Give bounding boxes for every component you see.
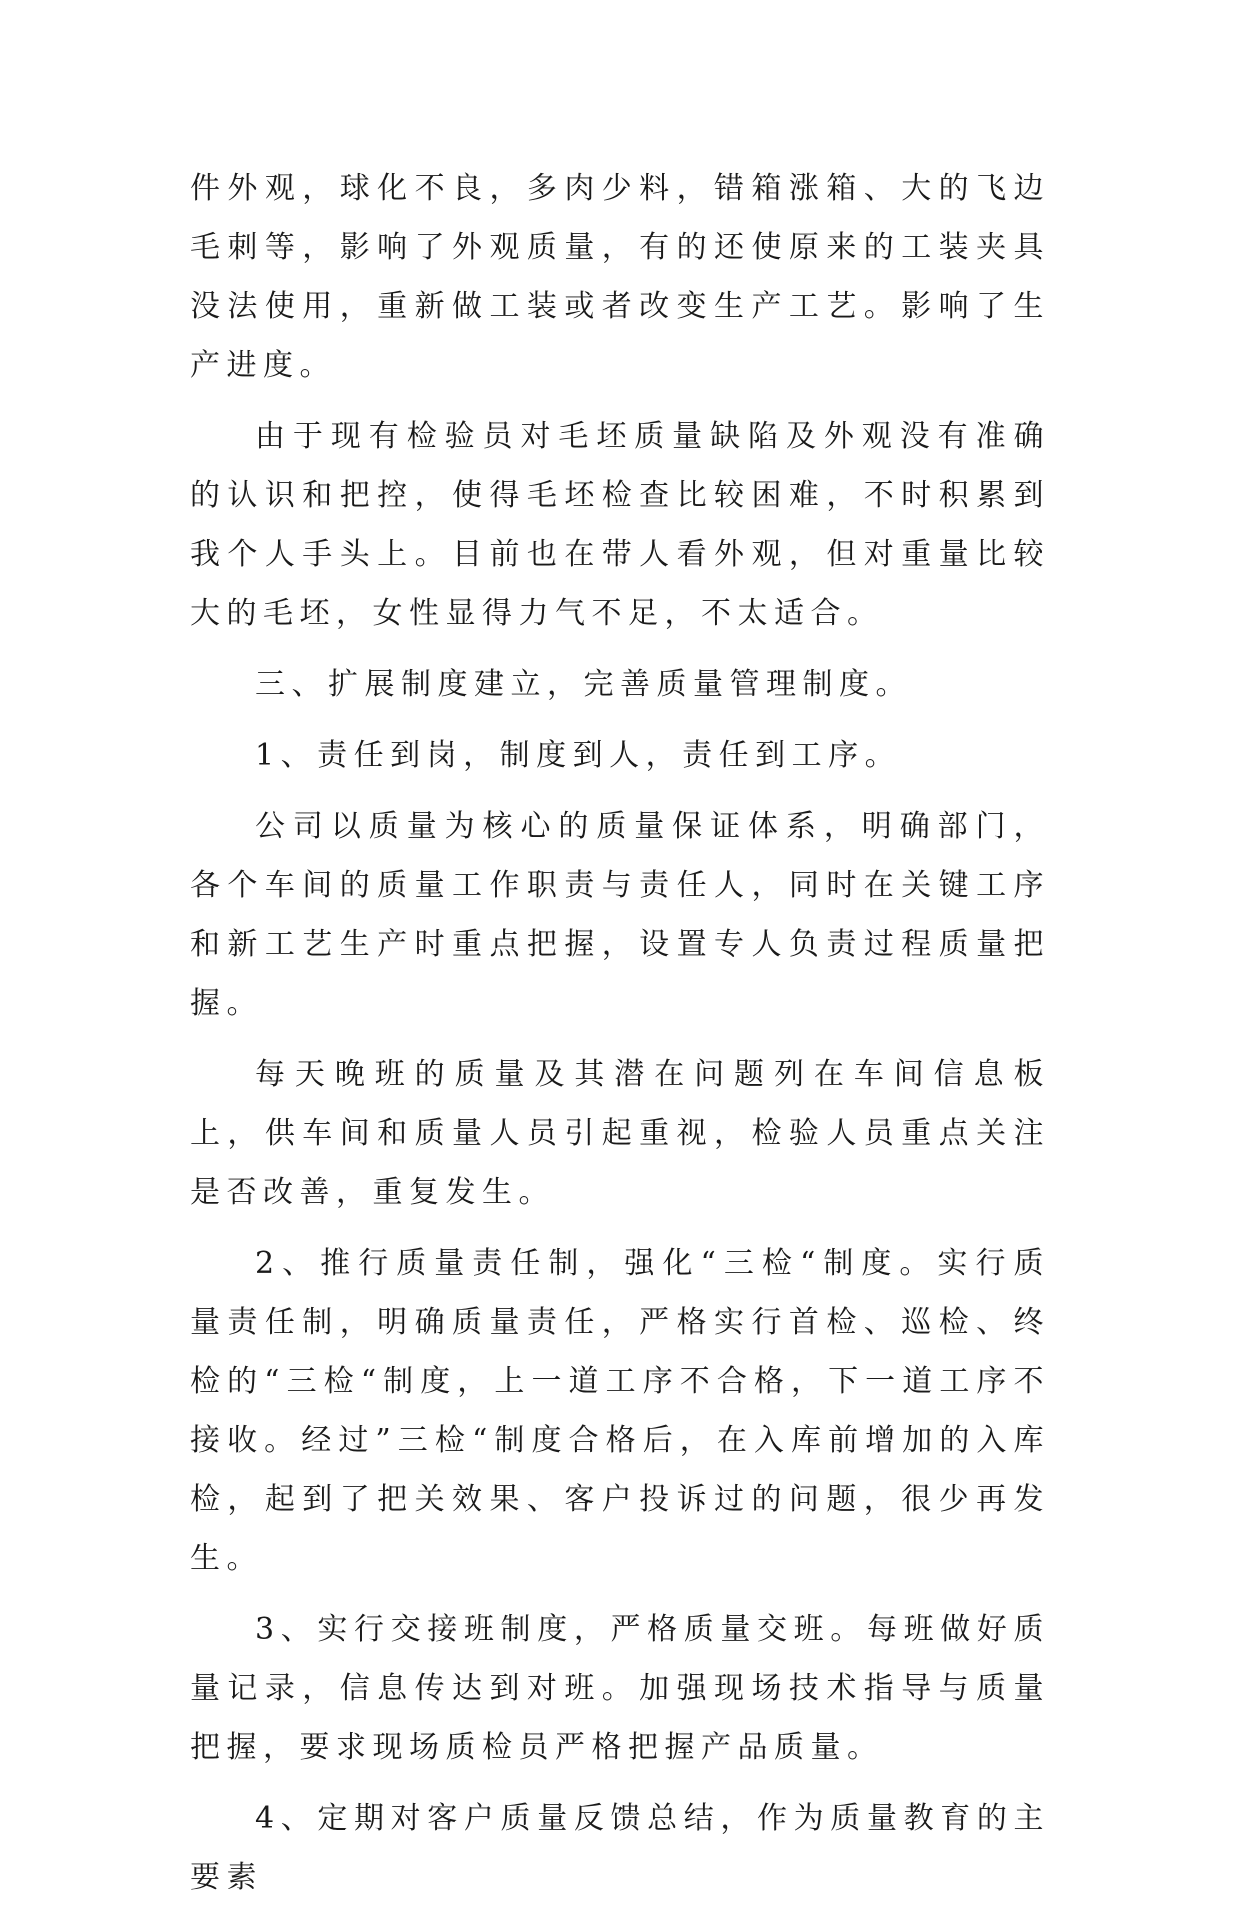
subsection-heading: 1、责任到岗，制度到人，责任到工序。 bbox=[255, 738, 902, 773]
section-heading: 三、扩展制度建立，完善质量管理制度。 bbox=[255, 667, 912, 702]
paragraph: 3、实行交接班制度，严格质量交班。每班做好质量记录，信息传达到对班。加强现场技术指导与质量把握，要求现场质检员严格把握产品质量。 bbox=[190, 1612, 1050, 1765]
document-body bbox=[190, 159, 1050, 1919]
paragraph: 每天晚班的质量及其潜在问题列在车间信息板上，供车间和质量人员引起重视，检验人员重点关注是否改善，重复发生。 bbox=[190, 1057, 1050, 1210]
paragraph: 4、定期对客户质量反馈总结，作为质量教育的主要素 bbox=[190, 1801, 1050, 1895]
paragraph-continuation: 件外观，球化不良，多肉少料，错箱涨箱、大的飞边毛刺等，影响了外观质量，有的还使原来的工装夹具没法使用，重新做工装或者改变生产工艺。影响了生产进度。 bbox=[190, 171, 1050, 383]
paragraph: 2、推行质量责任制，强化“三检“制度。实行质量责任制，明确质量责任，严格实行首检、巡检、终检的“三检“制度，上一道工序不合格，下一道工序不接收。经过”三检“制度合格后，在入库前增加的入库检，起到了把关效果、客户投诉过的问题，很少再发生。 bbox=[190, 1246, 1050, 1576]
paragraph: 公司以质量为核心的质量保证体系，明确部门，各个车间的质量工作职责与责任人，同时在关键工序和新工艺生产时重点把握，设置专人负责过程质量把握。 bbox=[190, 809, 1050, 1021]
paragraph: 由于现有检验员对毛坯质量缺陷及外观没有准确的认识和把控，使得毛坯检查比较困难，不时积累到我个人手头上。目前也在带人看外观，但对重量比较大的毛坯，女性显得力气不足，不太适合。 bbox=[190, 419, 1050, 631]
